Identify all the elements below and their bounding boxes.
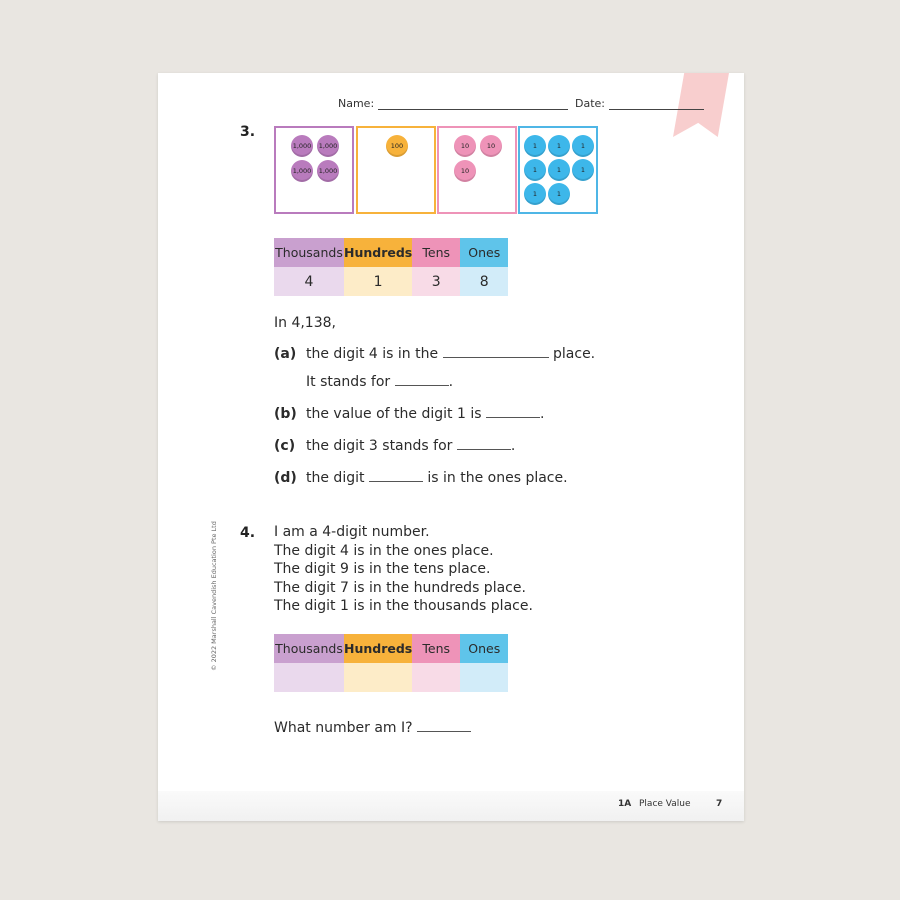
part-c bbox=[274, 437, 515, 454]
question-4-number: 4. bbox=[240, 525, 256, 541]
question-3-number: 3. bbox=[240, 124, 256, 140]
part-a-label: (a) bbox=[274, 346, 297, 362]
part-b bbox=[274, 405, 544, 422]
tens-coin-box bbox=[437, 126, 517, 214]
one-coin: 1 bbox=[524, 183, 546, 205]
tens-answer-cell[interactable] bbox=[412, 663, 460, 692]
answer-blank[interactable] bbox=[369, 469, 423, 482]
name-label: Name: bbox=[338, 97, 375, 110]
date-field bbox=[575, 97, 704, 110]
ones-header: Ones bbox=[460, 238, 508, 267]
part-d bbox=[274, 469, 568, 486]
tens-header: Tens bbox=[412, 238, 460, 267]
tens-value: 3 bbox=[412, 267, 460, 296]
worksheet-page bbox=[158, 73, 744, 821]
ones-answer-cell[interactable] bbox=[460, 663, 508, 692]
footer-unit: 1A bbox=[618, 799, 632, 809]
thousands-header: Thousands bbox=[274, 634, 344, 663]
part-a-line2 bbox=[306, 373, 453, 390]
clue-line: The digit 1 is in the thousands place. bbox=[274, 598, 533, 614]
thousand-coin: 1,000 bbox=[291, 135, 313, 157]
thousands-answer-cell[interactable] bbox=[274, 663, 344, 692]
question-4-text: What number am I? bbox=[274, 720, 413, 736]
question-3-intro: In 4,138, bbox=[274, 315, 336, 331]
one-coin: 1 bbox=[548, 159, 570, 181]
ones-header: Ones bbox=[460, 634, 508, 663]
one-coin: 1 bbox=[572, 135, 594, 157]
part-c-text: the digit 3 stands for bbox=[306, 438, 453, 454]
footer-title: Place Value bbox=[639, 799, 691, 809]
part-d-text: the digit bbox=[306, 470, 365, 486]
place-value-table-3 bbox=[274, 238, 508, 296]
thousands-coin-box bbox=[274, 126, 354, 214]
ten-coin: 10 bbox=[454, 160, 476, 182]
thousand-coin: 1,000 bbox=[317, 135, 339, 157]
place-value-table-4 bbox=[274, 634, 508, 692]
one-coin: 1 bbox=[524, 135, 546, 157]
part-d-label: (d) bbox=[274, 470, 297, 486]
part-d-text-end: is in the ones place. bbox=[427, 470, 568, 486]
date-label: Date: bbox=[575, 97, 605, 110]
question-4-prompt bbox=[274, 719, 471, 736]
name-blank bbox=[378, 99, 568, 110]
ones-value: 8 bbox=[460, 267, 508, 296]
answer-blank[interactable] bbox=[443, 345, 549, 358]
one-coin: 1 bbox=[572, 159, 594, 181]
period: . bbox=[448, 374, 454, 390]
thousands-value: 4 bbox=[274, 267, 344, 296]
part-a-text-end: place. bbox=[553, 346, 596, 362]
part-a bbox=[274, 345, 595, 362]
clue-line: The digit 9 is in the tens place. bbox=[274, 561, 491, 577]
tens-header: Tens bbox=[412, 634, 460, 663]
part-c-label: (c) bbox=[274, 438, 296, 454]
ten-coin: 10 bbox=[480, 135, 502, 157]
hundreds-value: 1 bbox=[344, 267, 412, 296]
ten-coin: 10 bbox=[454, 135, 476, 157]
one-coin: 1 bbox=[548, 135, 570, 157]
period: . bbox=[510, 438, 516, 454]
page-footer bbox=[158, 791, 744, 821]
clue-line: The digit 7 is in the hundreds place. bbox=[274, 580, 526, 596]
thousands-header: Thousands bbox=[274, 238, 344, 267]
hundreds-coin-box bbox=[356, 126, 436, 214]
hundred-coin: 100 bbox=[386, 135, 408, 157]
thousand-coin: 1,000 bbox=[317, 160, 339, 182]
answer-blank[interactable] bbox=[417, 719, 471, 732]
part-b-text: the value of the digit 1 is bbox=[306, 406, 482, 422]
page-number: 7 bbox=[716, 799, 723, 809]
date-blank bbox=[609, 99, 704, 110]
part-a-line2-text: It stands for bbox=[306, 374, 391, 390]
name-field bbox=[338, 97, 568, 110]
clue-line: The digit 4 is in the ones place. bbox=[274, 543, 494, 559]
hundreds-header: Hundreds bbox=[344, 634, 412, 663]
hundreds-answer-cell[interactable] bbox=[344, 663, 412, 692]
part-b-label: (b) bbox=[274, 406, 297, 422]
copyright-notice: © 2022 Marshall Cavendish Education Pte Ltd bbox=[210, 521, 218, 671]
one-coin: 1 bbox=[524, 159, 546, 181]
ones-coin-box bbox=[518, 126, 598, 214]
one-coin: 1 bbox=[548, 183, 570, 205]
hundreds-header: Hundreds bbox=[344, 238, 412, 267]
clue-line: I am a 4-digit number. bbox=[274, 524, 430, 540]
answer-blank[interactable] bbox=[457, 437, 511, 450]
answer-blank[interactable] bbox=[486, 405, 540, 418]
period: . bbox=[539, 406, 545, 422]
part-a-text: the digit 4 is in the bbox=[306, 346, 439, 362]
thousand-coin: 1,000 bbox=[291, 160, 313, 182]
answer-blank[interactable] bbox=[395, 373, 449, 386]
